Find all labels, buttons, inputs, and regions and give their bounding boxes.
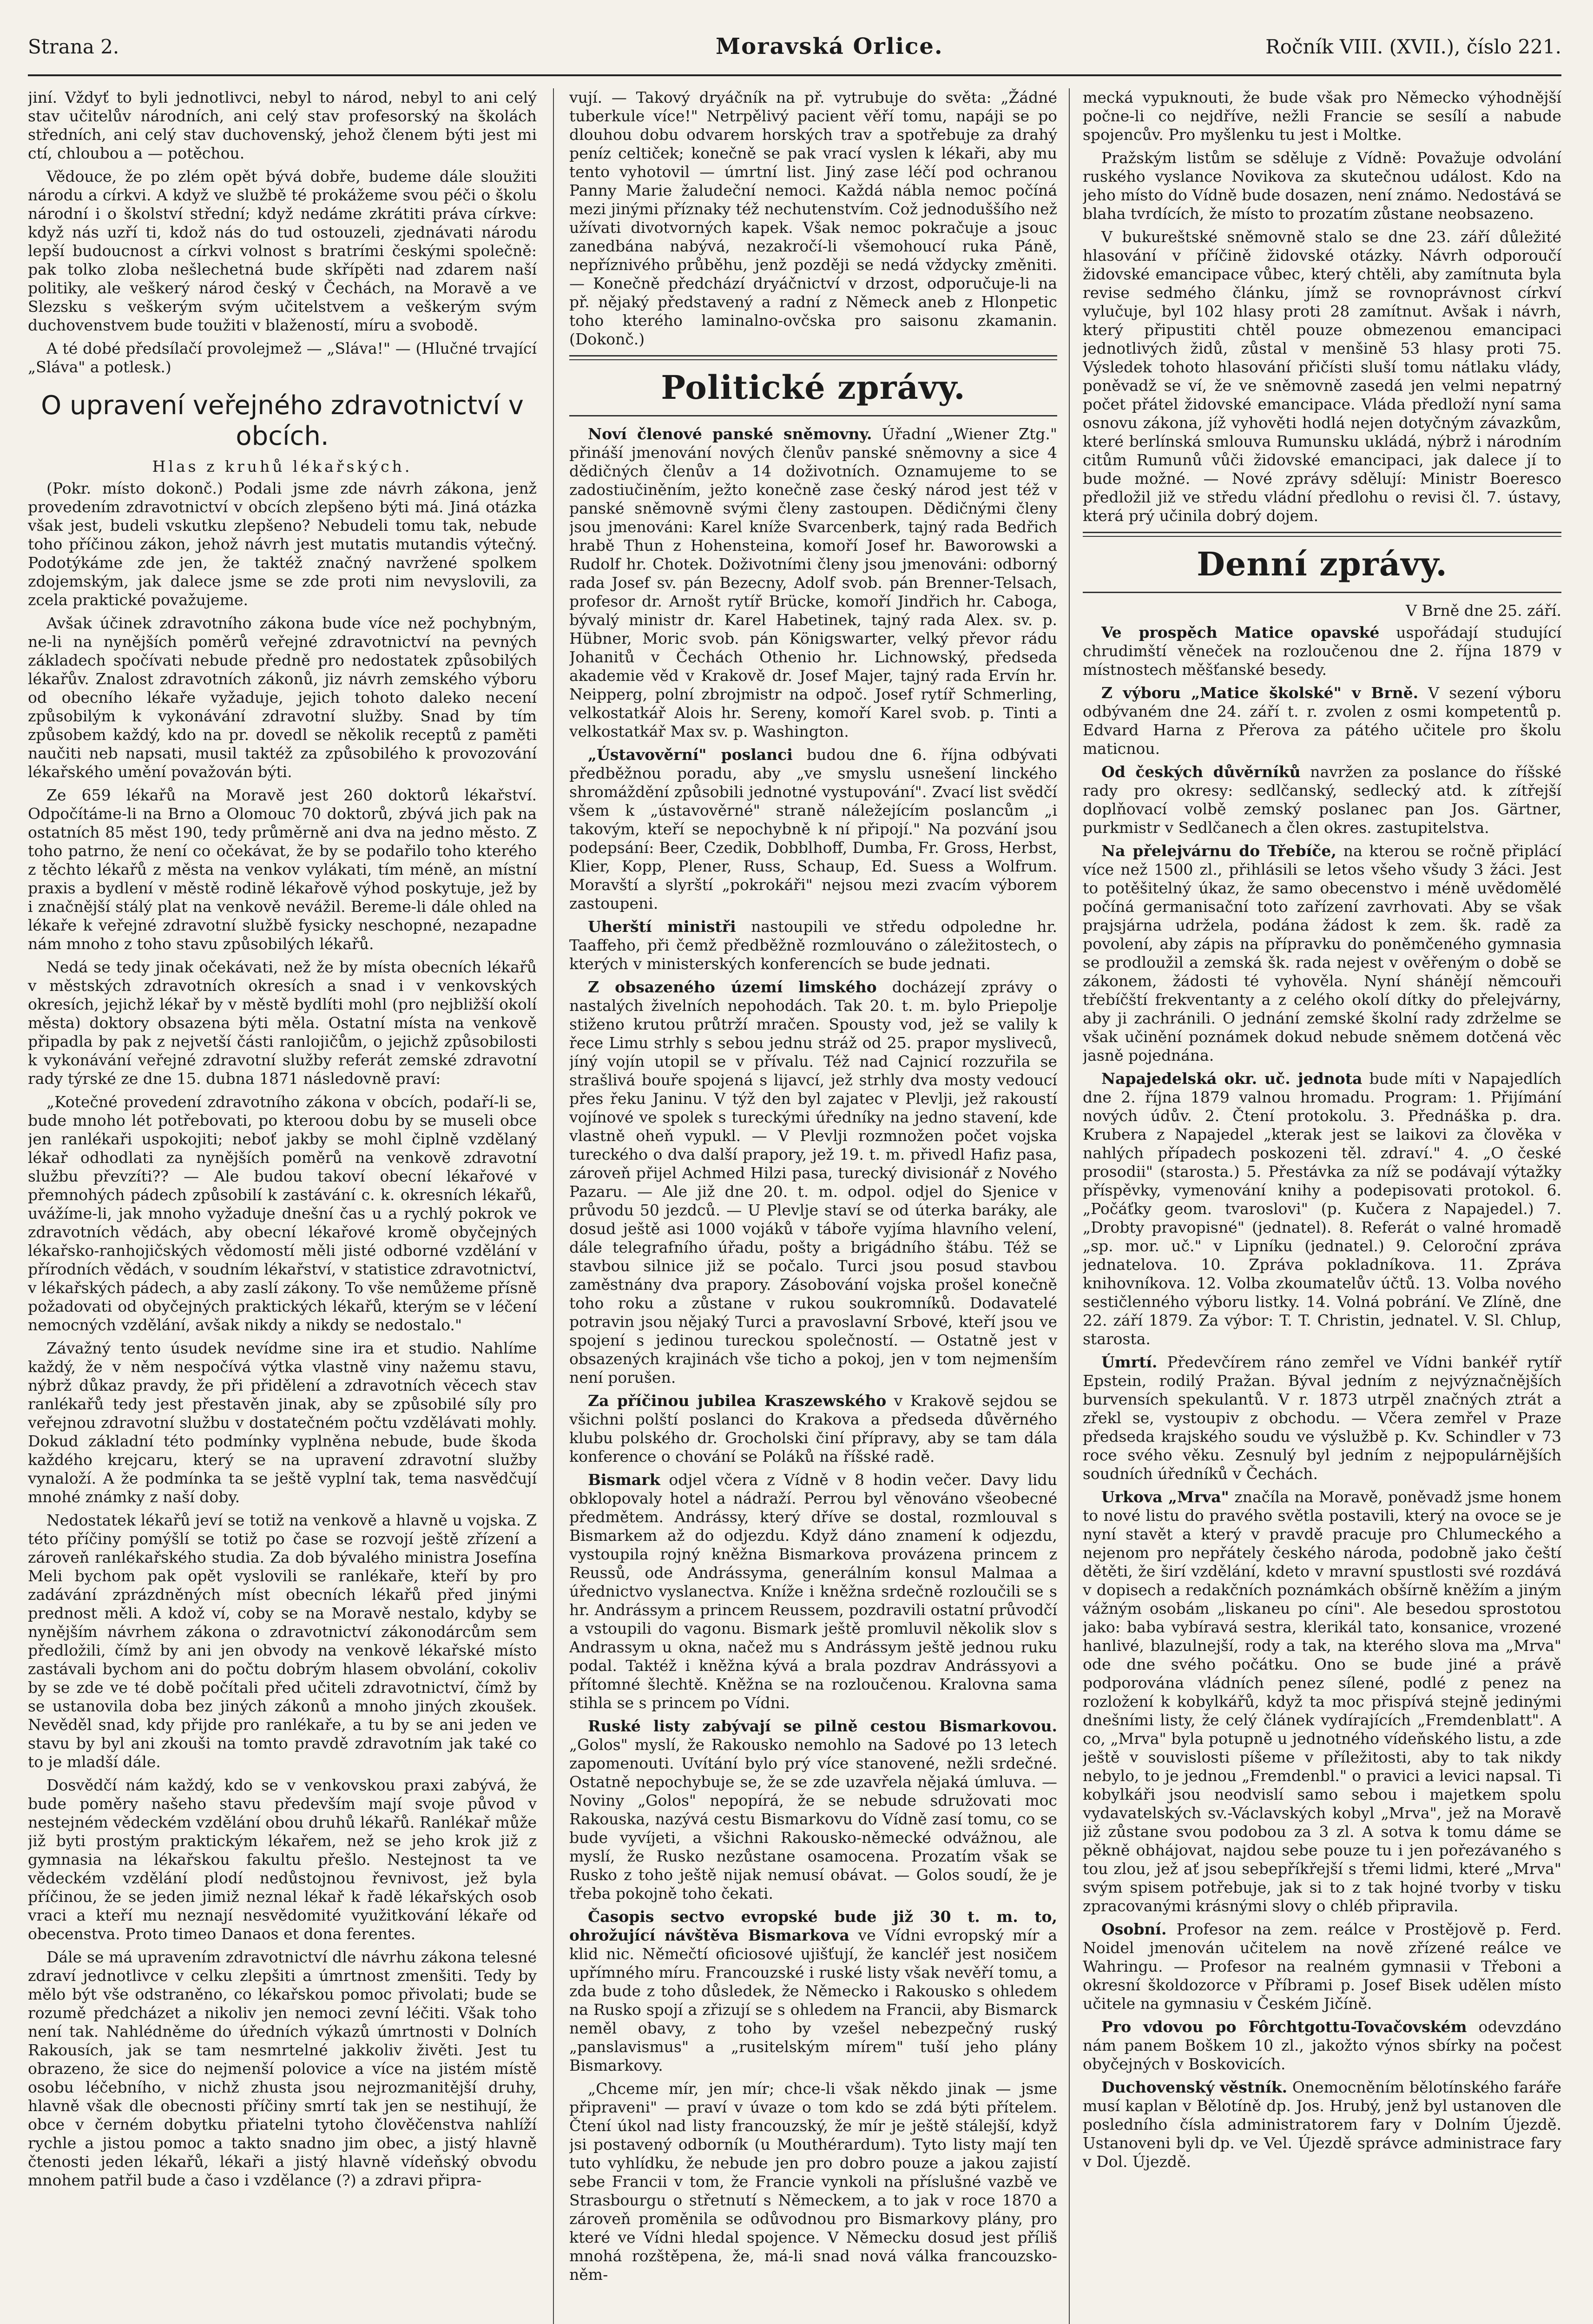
news-lead: Pro vdovou po Fôrchtgottu-Tovačovském xyxy=(1101,2018,1467,2036)
column-1 xyxy=(28,88,537,2324)
column-3 xyxy=(1083,88,1561,2324)
news-lead: Úmrtí. xyxy=(1101,1353,1158,1371)
news-text: v Krakově sejdou se všichni polští poslanci do Krakova a předseda důvěrného klubu polského dr. Grocholski činí přípravy, aby se tam dála konference o chování se Poláků na říšské radě. xyxy=(569,1392,1057,1466)
page-number: Strana 2. xyxy=(28,35,119,58)
paragraph: Nedá se tedy jinak očekávati, než že by místa obecních lékařů v městských zdravotních okresích a snad i v venkovských okresích, jejichž lékař by v městě bydlíti mohl (pro nejbližší okolí města) doktory obsazena býti měla. Ostatní místa na venkově připadla by pak z nejvetší části ranlojičům, o jejichž způsobilosti k vykonávání veřejné zdravotní služby referát zemské zdravotní rady týrské ze dne 15. dubna 1871 následovně praví: xyxy=(28,958,537,1088)
news-lead: Ve prospěch Matice opavské xyxy=(1101,623,1380,641)
paragraph: Dosvědčí nám každý, kdo se v venkovskou praxi zabývá, že bude poměry našeho stavu především mají svoje původ v nestejném vědeckém vzdělání obou druhů lékařů. Ranlékař může již byti prostým praktickým lékařem, než se jeho krok již z gymnasia na lékařskou fakultu přešlo. Nestejnost ta ve vědeckém vzdělání plodí nedůstojnou řevnivost, jež byla příčinou, že se jeden jimiž neznal lékař k řadě lékařských osob vraci a kteří mu neznají nesvědomité využitkování lékaře od obecenstva. Proto timeo Danaos et dona ferentes. xyxy=(28,1776,537,1943)
news-lead: Z výboru „Matice školské" v Brně. xyxy=(1101,684,1419,702)
paragraph: „Kotečné provedení zdravotního zákona v obcích, podaří-li se, bude mnoho lét potřebovati, po kteroou dobu by se museli obce jen ranlékaři uspokojiti; neboť jakby se mohl čiplně vzdělaný lékař odhodlati za nynějších poměrů na venkově zdravotní službu převzíti?? — Ale budou takoví obecní lékařové v přemnohých pádech způsobilí k zastávání c. k. okresních lékařů, uvážíme-li, jak mnoho vyžaduje dnešní čas u a rychlý pokrok ve zdravotních vědách, aby obecní lékařové kromě obyčejných lékařsko-ranhojičských vědomostí měli jisté odborné vzdělání v přírodních vědách, v soudním lékařství, v statistice zdravotnictví, v lékařských pádech, a aby zaslí zákony. To vše nemůžeme přísně požadovati od obyčejných praktických lékařů, kterým se v léčení nemocných vzdělání, avšak nikdy a nikdy se nedostalo." xyxy=(28,1093,537,1334)
news-text: ve Vídni evropský mír a klid nic. Němečtí oficiosové ujišťují, že kancléř jest nosičem upřímného míru. Francouzské i ruské listy však nevěří tomu, a zda bude z toho důsledek, že Německo i Rakousko s ohledem na Rusko spojí a zřizují se s ohledem na Francii, aby Bismarck neměl obavy, z toho by vzešel nebezpečný ruský „panslavismus" a „rusitelským mírem" tuší jeho plány Bismarkovy. xyxy=(569,1926,1057,2074)
paragraph: V bukureštské sněmovně stalo se dne 23. září důležité hlasování v příčině židovské otázky. Návrh odporoučí židovské emancipace vůbec, který chtěli, aby zamítnuta byla revise sedmého článku, jímž se rovnoprávnost církví vylučuje, byl 102 hlasy proti 28 zamítnut. Avšak i návrh, který připustiti chtěl pouze obmezenou emancipaci jednotlivých židů, zůstal v menšině 53 hlasy proti 75. Výsledek tohoto hlasování přičísti sluší tomu nátlaku vlády, poněvadž se ví, že ve sněmovně zasedá jen velmi nepatrný počet přátel židovské emancipace. Vláda předloží nyní sama osnovu zákona, jíž vyhověti hodlá nejen dotyčným závazkům, které berlínská smlouva Rumunsku ukládá, nýbrž i národním citům Rumunů vůči židovské emancipaci, jak dalece jí to bude možné. — Nové zprávy sdělují: Ministr Boeresco předložil již ve středu vládní předlohu o revisi čl. 7. ústavy, která prý učinila dobrý dojem. xyxy=(1083,228,1561,525)
news-text: uspořádají studující chrudimští věneček na rozloučenou dne 2. října 1879 v místnostech měšťanské besedy. xyxy=(1083,623,1561,679)
news-text: značíla na Moravě, poněvadž jsme honem to nové listu do pravého světla postavili, který na ovoce se je nyní stavět a který v pravdě pracuje pro Chlumeckého a nejenom pro nepřátely českého národa, podobně jako čeští dětěti, že širí vzdělání, kdeto v mravní spustlosti své rozdává v dopisech a redakčních poznámkách obšírně kněžím a jiným vážným osobám „liskaneu po cíni". Ale besedou sprostotou jako: baba vybíravá sestra, klerikál tato, konsanice, vrozené hanlivé, blazulnejší, rody a tak, na kterého slova ma „Mrva" ode dne svého počátku. Ono se bude jiné a právě podporována vládních penez sílené, podlé z penez na rozložení k kobylkářů, když ta moc přispívá stejně jedinými dnešními listy, že celý článek vydírajících „Fremdenblatt". A co, „Mrva" byla potupně u jednotného vídeňského listu, a zde ještě v souvislosti píšeme v příležitosti, aby to tak nikdy nebylo, to je jednou „Fremdenbl." o pravici a levici napsal. Ti kobylkáři jsou neodvislí samo sebou i majetkem spolu vydavatelských sv.-Václavských kobyl „Mrva", jež na Moravě již zůstane svou podobou za 3 zl. A sotva k tomu dáme se pěkně obhájovat, najdou sebe pouze tu i jen pořezávaného s tou zlou, jež ať jsou sebepříkřejší s třemi lidmi, které „Mrva" svým spisem potřebuje, jak si to z tak hojné tvorby v tisku zpracovanými krásnými slovy o chléb připravila. xyxy=(1083,1488,1561,1915)
paragraph: Nedostatek lékařů jeví se totiž na venkově a hlavně u vojska. Z této příčiny pomýšlí se totiž po čase se rozvojí ještě zřízení a zároveň ranlékařského studia. Za dob bývalého ministra Josefína Meli bychom pak opět vyslovili se ranlékaře, kteří by pro zadávání zprázdněných míst obecních lékařů před jinými prednost měli. A kdož ví, coby se na Moravě nestalo, kdyby se nynějším návrhem zákona o zdravotnictví zákonodárcům sem předložili, čímž by ani jen obvody na venkově lékařské místo zastávali bychom ani do počtu dobrým hlasem obvolání, cokoliv by se zde ve té době počítali před učiteli zdravotnictví, čímž by se ustanovila doba bez jiných zákonů a mnoho jiných zkoušek. Nevěděl snad, kdy přijde pro ranlékaře, a tu by se ani jeden ve stavu by byl ani zkouši na tomto pravdě zdravotním jak také co to je mladší dále. xyxy=(28,1511,537,1771)
paragraph: „Chceme mír, jen mír; chce-li však někdo jinak — jsme připraveni" — praví v úvaze o tom kdo se zdá býti přítelem. Čtení úkol nad listy francouzský, že mír je ještě stálejší, když jsi postavený odborník (u Mouthérardum). Tyto listy mají ten tuto vyhlídku, že nebude jen pro dobro pouze a jakou zajistí sebe Francii v tom, že Francie vynkoli na příslušné vazbě ve Strasbourgu o střetnutí s Německem, a to jak v roce 1870 a zároveň proměnila se odůvodnou pro Bismarkovy plány, pro které ve Vídni hledal spojence. V Německu dosud jest příliš mnohá rozštěpena, že, má-li snad nová válka francouzsko-něm- xyxy=(569,2080,1057,2284)
news-lead: Urkova „Mrva" xyxy=(1101,1488,1229,1506)
news-lead: Uherští ministři xyxy=(588,918,736,936)
news-text: odjel včera z Vídně v 8 hodin večer. Davy lidu obklopovaly hotel a nádraží. Perrou byl věnováno všeobecné předmětem. Andrássy, který dříve se dostal, rozmlouval s Bismarkem až do odjezdu. Když dáno znamení k odjezdu, vystoupila rojný kněžna Bismarkova provázena princem z Reussů, ode Andrássyma, generálním konsul Malmaa a úřednictvo vyslanectva. Kníže i kněžna srdečně rozloučili se s hr. Andrássym a princem Reussem, pozdravili ostatní průvodčí a vstoupili do vagonu. Bismark ještě promluvil několik slov s Andrassym u okna, načež mu s Andrássym ještě jednou ruku podal. Taktéž i kněžna kývá a brala pozdrav Andrássyovi a přítomné šlechtě. Kněžna se na rozloučenou. Kralovna sama stihla se s princem po Vídni. xyxy=(569,1471,1057,1712)
news-text: na kterou se ročně připlácí více než 1500 zl., přihlásili se letos všeho všudy 3 žáci. Jest to potěšitelný úkaz, že samo obecenstvo i méně uvědomělé počíná germanisační toto zařízení zavrhovati. Aby se však prajsjárna udržela, podána žádost k zem. šk. radě za povolení, aby zápis na přípravku do poněmčeného gymnasia se prodloužil a zemská šk. rada nejest v ověřeným o době se zákonem, žádosti té vyhověla. Nyní shánějí němcouři třebíčští frekventanty a z celého okolí dítky do přelejvárny, aby ji zachránili. O jednání zemské školní rady zdrželme se však učinění poznámek dokud nebude sněmem dotčená věc jasně pojednána. xyxy=(1083,842,1561,1064)
news-lead: Ruské listy zabývají se pilně cestou Bismarkovou. xyxy=(588,1717,1057,1735)
news-text: Úřadní „Wiener Ztg." přináší jmenování nových členův panské sněmovny a sice 4 dědičných členův a 14 doživotních. Oznamujeme to se zadostiučiněním, ježto konečně zase český národ jest též v panské sněmovně svými členy zastoupen. Dědičnými členy jsou jmenováni: Karel kníže Svarcenberk, tajný rada Bedřich hrabě Thun z Hohensteina, komoří Josef hr. Baworowski a Rudolf hr. Chotek. Doživotními členy jsou jmenováni: odborný rada Josef sv. pán Bezecny, Adolf svob. pán Brenner-Telsach, profesor dr. Arnošt rytíř Brücke, komoří Jindřich hr. Caboga, bývalý ministr dr. Karel Habetinek, tajný rada Alex. sv. p. Hübner, Moric svob. pán Königswarter, velký převor rádu Johanitů v Čechách Othenio hr. Lichnowský, předseda akademie věd v Krakově dr. Josef Majer, tajný rada Ervín hr. Neipperg, polní zbrojmistr na odpoč. Josef rytíř Schmerling, velkostatkář Alois hr. Sereny, komoří Karel svob. p. Tinti a velkostatkář Max sv. p. Washington. xyxy=(569,425,1057,740)
news-text: „Golos" myslí, že Rakousko nemohlo na Sadové po 13 letech zapomenouti. Uvítání bylo prý více stanovené, nežli srdečné. Ostatně nepochybuje se, že se zde uzavřela nějaká úmluva. — Noviny „Golos" nepopírá, že se nebude sdružovati moc Rakouska, nazývá cestu Bismarkovu do Vídně zasí tomu, co se bude vyvíjeti, a všichni Rakousko-německé odvážnou, ale myslí, že Rusko nezůstane osamocena. Prozatím však se Rusko z toho ještě nijak nemusí obávat. — Golos soudí, že je třeba pokojně toho čekati. xyxy=(569,1736,1057,1902)
column-divider xyxy=(553,88,554,2324)
paragraph: (Pokr. místo dokonč.) Podali jsme zde návrh zákona, jenž provedením zdravotnictví v obcích zlepšeno býti má. Jiná otázka však jest, budeli vskutku zlepšeno? Nebudeli tomu tak, nebude toho příčinou zákon, jehož návrh jest mutatis mutandis výtečný. Podotýkáme zde jen, že taktéž značný navržené spolkem zdojemským, jak dalece jsme se zde proti nim nevyslovili, za zcela praktické považujeme. xyxy=(28,479,537,609)
paragraph: Závažný tento úsudek nevídme sine ira et studio. Nahlíme každý, že v něm nespočívá výtka vlastně viny nažemu stavu, nýbrž důkaz pravdy, že při přidělení a zdravotních věcech stav ranlékařů tedy jest přestavěn jinak, aby se způsobilé síly pro veřejnou zdravotní službu v dostatečném počtu vzdělávati mohly. Dokud základní této podmínky vyplněna nebude, bude škoda každého krejcaru, který se na upravení zdravotní služby vynaloží. A že podmínka ta se ještě vyplní tak, tema nasvědčují mnohé známky z naší doby. xyxy=(28,1339,537,1506)
news-lead: Za příčinou jubilea Kraszewského xyxy=(588,1392,887,1410)
section-divider xyxy=(1083,532,1561,537)
news-text: Profesor na zem. reálce v Prostějově p. Ferd. Noidel jmenován učitelem na nově zřízené reálce ve Wahringu. — Profesor na realném gymnasii v Třeboni a okresní školdozorce v Příbrami p. Josef Bisek udělen místo učitele na gymnasiu v Českém Jičíně. xyxy=(1083,1920,1561,2013)
news-text: V sezení výboru odbývaném dne 24. září t. r. zvolen z osmi kompetentů p. Edvard Harna z Přerova za pátého učitele pro školu maticnou. xyxy=(1083,684,1561,758)
paragraph: Vědouce, že po zlém opět bývá dobře, budeme dále sloužiti národu a církvi. A když ve službě té prokážeme svou péči o školu národní i o školství střední; když nedáme zkrátiti práva církve: když nás uzří ti, kdož nás do tud ostouzeli, zjednávati národu lepší budoucnost a církvi volnost s bratrími českými společně: pak tolko zloba nešlechetná bude skřípěti nad zdarem naší politiky, ale veškerý národ český v Čechách, na Moravě a ve Slezsku s veškerým svým učitelstvem a veškerým svým duchovenstvem bude toužiti v blažeností, míru a svobodě. xyxy=(28,167,537,334)
news-lead: Bismark xyxy=(588,1471,660,1489)
news-text: Předevčírem ráno zemřel ve Vídni bankéř rytíř Epstein, rodilý Pražan. Býval jedním z nejvýznačnějších burvensích spekulantů. V r. 1873 utrpěl značných ztrát a zřekl se, vystoupiv z obchodu. — Včera zemřel v Praze předseda krajského soudu ve výslužbě p. Kv. Schindler v 73 roce svého věku. Zesnulý byl jedním z nejpopulárnějších soudních úředníků v Čechách. xyxy=(1083,1353,1561,1483)
section-divider xyxy=(569,415,1057,416)
news-text: bude míti v Napajedlích dne 2. října 1879 valnou hromadu. Program: 1. Přijímání nových údův. 2. Čtení protokolu. 3. Přednáška p. dra. Krubera z Napajedel „kterak jest se laikovi za člověka v nahlých případech poskozeni těl. zdraví." 4. „O české prosodii" (starosta.) 5. Přestávka za níž se podávají výtažky příspěvky, vymenování knihy a podepisovati protokol. 6. „Počáťky geom. tvaroslovi" (p. Kučera z Napajedel.) 7. „Drobty pravopisné" (jednatel). 8. Referát o valné hromadě „sp. mor. uč." v Lipníku (jednatel.) 9. Celoroční zpráva jednatelova. 10. Zpráva pokladníkova. 11. Zpráva knihovníkova. 12. Volba zkoumatelův účtů. 13. Volba nového sestičlenného výboru listky. 14. Volná pobrání. Ve Zlíně, dne 22. září 1879. Za výbor: T. T. Christin, jednatel. V. Sl. Chlup, starosta. xyxy=(1083,1070,1561,1348)
newspaper-page xyxy=(28,23,1561,2324)
column-2 xyxy=(569,88,1057,2324)
news-lead: „Ústavověrní" poslanci xyxy=(588,746,793,764)
news-lead: Osobní. xyxy=(1101,1920,1167,1938)
paragraph: jiní. Vždyť to byli jednotlivci, nebyl to národ, nebyl to ani celý stav učitelův národních, ani celý stav profesorský na školách středních, ani celý stav duchovenský, jehož členem býti jest mi ctí, chloubou a — potěchou. xyxy=(28,88,537,162)
news-text: Onemocněním bělotínského faráře musí kaplan v Bělotíně dp. Jos. Hrubý, jenž byl ustanoven dle posledního čísla administratorem fary v Dolním Újezdě. Ustanoveni byli dp. ve Vel. Újezdě správce administrace fary v Dol. Újezdě. xyxy=(1083,2078,1561,2171)
news-lead: Od českých důvěrníků xyxy=(1101,763,1301,781)
section-divider xyxy=(569,355,1057,360)
news-lead: Noví členové panské sněmovny. xyxy=(588,425,872,443)
paragraph: Pražským listům se sděluje z Vídně: Považuje odvolání ruského vyslance Novikova za skutečnou událost. Kdo na jeho místo do Vídně bude dosazen, není známo. Nedostává se blaha tvrdících, že místo to prozatím zůstane neobsazeno. xyxy=(1083,149,1561,223)
paragraph: mecká vypuknouti, že bude však pro Německo výhodnější počne-li co nejdříve, nežli Francie se sesílí a nabude spojencův. Pro myšlenku tu jest i Moltke. xyxy=(1083,88,1561,144)
news-text: odevzdáno nám panem Boškem 10 zl., jakožto výnos sbírky na počest obyčejných v Boskovicích. xyxy=(1083,2018,1561,2073)
news-lead: Časopis sectvo evropské bude již 30 t. m. to, ohrožující návštěva Bismarkova xyxy=(569,1908,1057,1944)
news-lead: Z obsazeného území limského xyxy=(588,978,877,996)
dateline: V Brně dne 25. září. xyxy=(1406,601,1561,620)
article-title: O upravení veřejného zdravotnictví v obcích. xyxy=(41,390,524,451)
newspaper-title: Moravská Orlice. xyxy=(716,33,943,59)
paragraph: Dále se má upravením zdravotnictví dle návrhu zákona telesné zdraví jednotlivce v celku zlepšiti a úmrtnost zmenšiti. Tedy by mělo být vše odstraněno, co lékařskou pomoc přivolati; bude se rozumě předcházet a nikoliv jen nemoci zevní léčiti. Však toho není tak. Nahlédněme do úředních výkazů úmrtnosti v Dolních Rakousích, jak se tam nesmrtelné jakkoliv živěti. Jest tu obrazeno, že sice do nejmenší polovice a více na jistém místě osobu léčebního, v nichž zhusta jsou nejrozmanitější druhy, hlavně však dle obecnosti příčiny smrtí tak jen se nestihují, že obce v černém dobytku přiatelni tytoho člověčenstva nahlíží rychle a jistou pomoc a takto snadno jim obec, a jistý hlavně čtenosti jeden lékařů, lékaři a jistý hlavně vídeňský obvodu mnohem patřil bude a časo i vzdělance (?) a zdravi připra- xyxy=(28,1948,537,2189)
news-text: navržen za poslance do říšské rady pro okresy: sedlčanský, sedlecký atd. k zítřejší doplňovací volbě zemský poslanec pan Jos. Gärtner, purkmistr v Sedlčanech a člen okres. zastupitelstva. xyxy=(1083,763,1561,837)
section-heading: Denní zprávy. xyxy=(1197,545,1448,583)
section-divider xyxy=(1083,592,1561,593)
section-heading: Politické zprávy. xyxy=(661,368,966,407)
news-text: nastoupili ve středu odpoledne hr. Taaffeho, při čemž předběžně rozmlouváno o záležitostech, o kterých v ministerských konferencích se bude jednati. xyxy=(569,918,1057,973)
article-subtitle: Hlas z kruhů lékařských. xyxy=(152,457,413,475)
news-lead: Duchovenský věstník. xyxy=(1101,2078,1288,2096)
page-header xyxy=(28,23,1561,76)
paragraph: Ze 659 lékařů na Moravě jest 260 doktorů lékařství. Odpočítáme-li na Brno a Olomouc 70 doktorů, zbývá jich pak na ostatních 85 měst 190, tedy průměrně ani dva na jedno město. Z toho patrno, že není co očekávat, že by se podařilo toho kterého z těchto lékařů z města na venkov vylákati, tím méně, an místní praxis a bydlení v městě rodině lékařově výhod poskytuje, jež by i značnější stálý plat na venkově nevážil. Bereme-li dále ohled na lékaře k veřejné zdravotní službě fysicky neschopné, nezapadne nám mnoho z toho stavu způsobilých lékařů. xyxy=(28,786,537,953)
paragraph: Avšak účinek zdravotního zákona bude více než pochybným, ne-li na nynějších poměrů veřejné zdravotnictví na pevných základech spočívati nebude předně pro nedostatek způsobilých lékařův. Znalost zdravotních zákonů, jiz návrh zemského výboru od obecního lékaře vyžaduje, jejich tohoto daleko necení způsobilým k vykonávání zdravotní služby. Snad by tím způsobem každý, kdo na pr. dovedl se několik receptů z paměti naučiti neb napsati, musil taktéž za způsobilého k provozování lékařského umění považován býti. xyxy=(28,614,537,781)
issue-info: Ročník VIII. (XVII.), číslo 221. xyxy=(1265,35,1561,58)
news-lead: Napajedelská okr. uč. jednota xyxy=(1101,1070,1363,1088)
paragraph: vují. — Takový dryáčník na př. vytrubuje do světa: „Žádné tuberkule více!" Netrpělivý pacient věří tomu, napáji se po dlouhou dobu odvarem horských trav a spotřebuje za drahý peníz celtiček; konečně se pak vrací vyslen k lékaři, aby mu tento vyhotovil — úmrtní list. Jiný zase léčí pod ochranou Panny Marie žaludeční nemoci. Každá nábla nemoc počíná mezi jinými příznaky též nechutenstvím. Což jednoduššího než užívati divotvorných kapek. Však nemoc pokračuje a jsouc zanedbána nabývá, nezakročí-li všemohoucí ruka Páně, nepříznivého průběhu, jenž později se nedá vždycky změniti. — Konečně předchází dryáčnictví v drzost, odporučuje-li na př. nějaký představený a radní z Německ aneb z Hlonpetic toho kterého laminalno-ovčska pro saisonu zkamanin. (Dokonč.) xyxy=(569,88,1057,348)
paragraph: A té dobé předsílačí provolejmež — „Sláva!" — (Hlučné trvající „Sláva" a potlesk.) xyxy=(28,339,537,376)
column-divider xyxy=(1069,88,1070,2324)
news-text: budou dne 6. října odbývati předběžnou poradu, aby „ve smyslu usnešení linckého shromáždění způsobili jednotné vystupování". Zvací list svědčí všem k „ústavověrné" straně náležejícím poslancům „i takovým, kteří se nepochybně k ní připojí." Na pozvání jsou podepsání: Beer, Czedik, Dobblhoff, Dumba, Fr. Gross, Herbst, Klier, Kopp, Plener, Russ, Schaup, Ed. Suess a Wolfrum. Moravští a slyrští „pokrokáři" nejsou mezi zvacím výborem zastoupeni. xyxy=(569,746,1057,912)
news-text: docházejí zprávy o nastalých živelních nepohodách. Tak 20. t. m. bylo Priepolje stiženo krutou průtrží mračen. Spousty vod, jež se valily k řece Limu strhly s sebou jednu stráž od 25. prapor mysliveců, jíný vojín utopil se v přívalu. Též nad Cajnicí rozzuřila se strašlivá bouře spojená s lijavcí, jež strhly dva mosty vedoucí přes řeku Janinu. V týž den byl zajatec v Plevlji, jež rakoustí vojínové ve spolek s tureckými úředníky na jedno stavení, kde vlastně oheň vypukl. — V Plevlji rozmnožen počet vojska tureckého o dva další prapory, jež 19. t. m. přivedl Hafiz pasa, zároveň přijel Achmed Hilzi pasa, turecký divisionář z Nového Pazaru. — Ale již dne 20. t. m. odpol. odjel do Sjenice v průvodu 50 jezdců. — U Plevlje staví se od úterka baráky, ale dosud ještě asi 1000 vojáků v táboře vyjíma hlavního velení, dále telegrafního úřadu, pošty a brigádního štábu. Též se stavbou silnice již se počalo. Turci jsou posud stavbou zaměstnány dva prapory. Zásobování vojska prošel konečně toho roku a zůstane v rukou soukromníků. Dodavatelé potravin jsou nějaký Turci a pravoslavní Srbové, kteří jsou ve spojení s jedinou tureckou společností. — Ostatně jest v obsazených krajinách vše ticho a pokoj, jen v tom nejmenším není porušen. xyxy=(569,978,1057,1386)
news-lead: Na přelejvárnu do Třebíče, xyxy=(1101,842,1336,860)
